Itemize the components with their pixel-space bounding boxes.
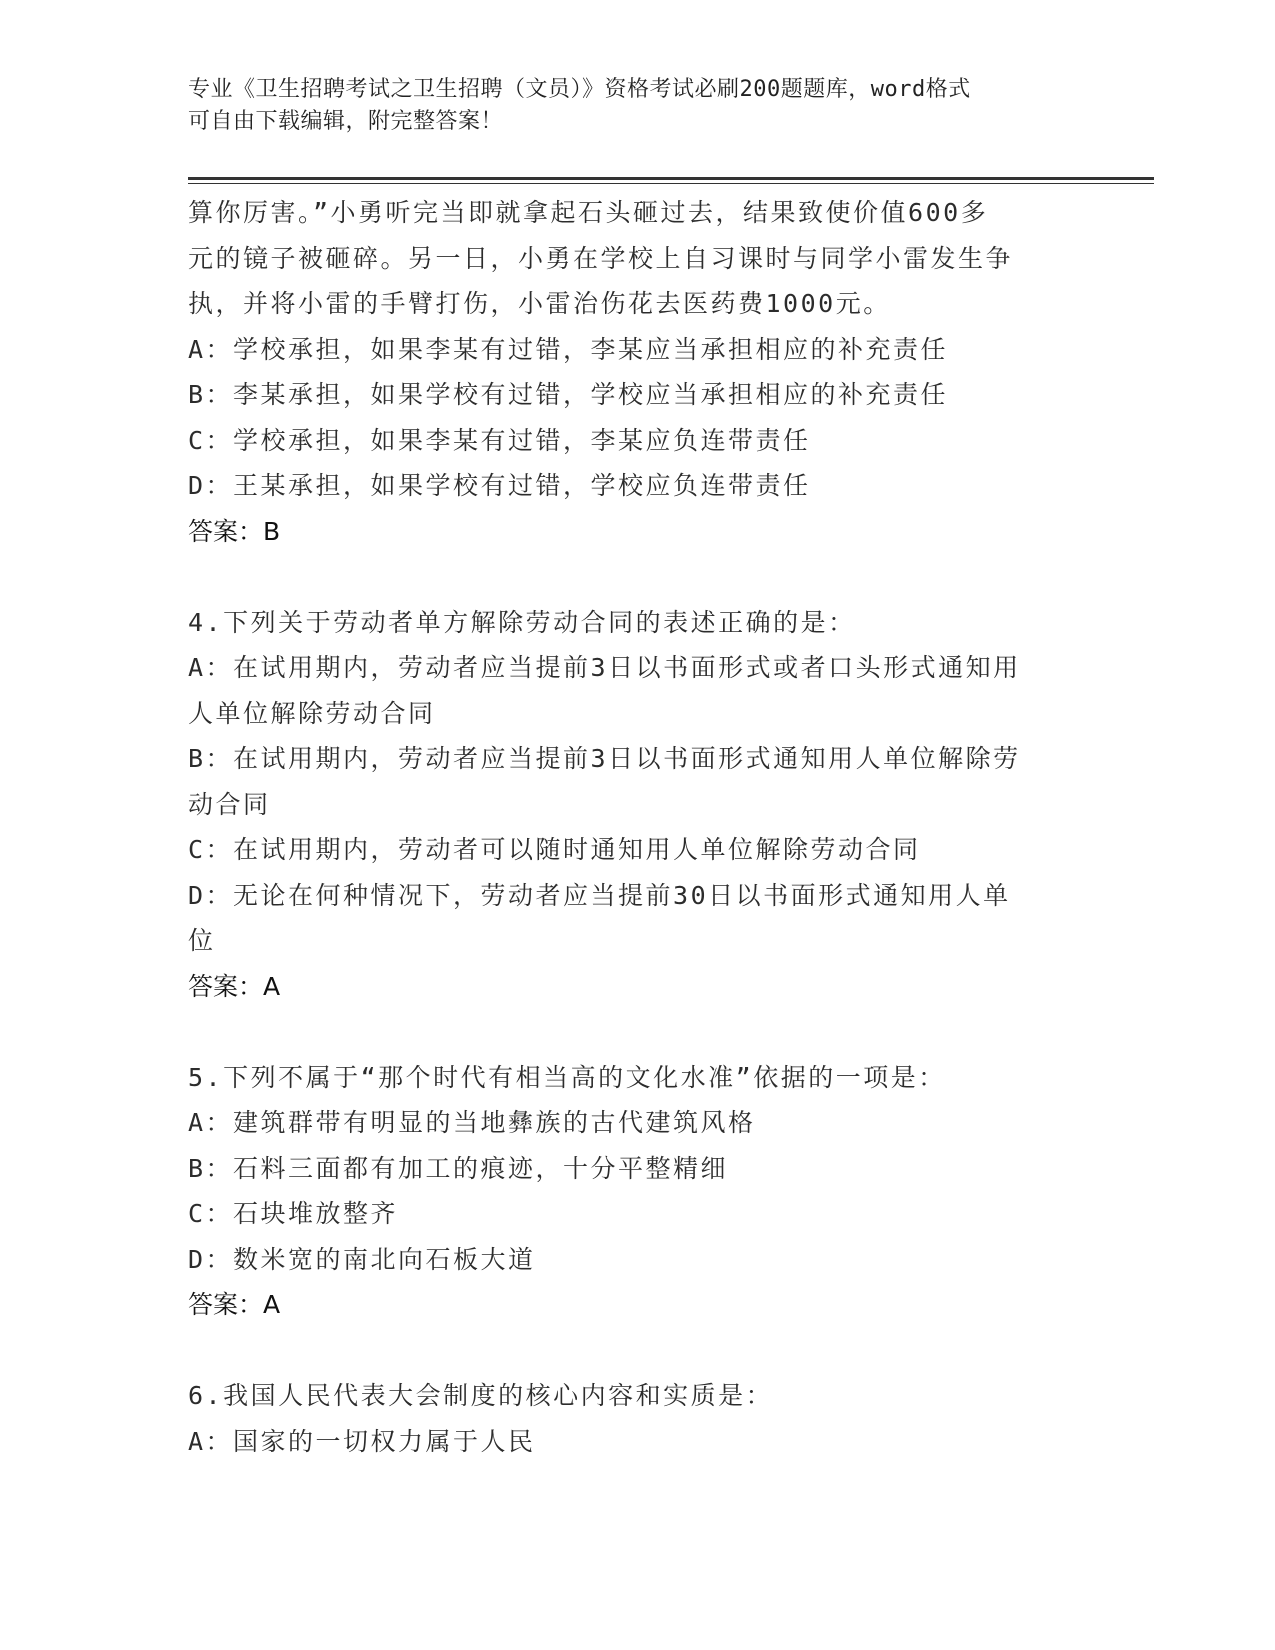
option-c: C：石块堆放整齐: [188, 1199, 399, 1228]
document-header: [188, 74, 1068, 138]
option-a: A：国家的一切权力属于人民: [188, 1426, 536, 1456]
option-b: B：石料三面都有加工的痕迹，十分平整精细: [188, 1153, 729, 1183]
option-c: C：学校承担，如果李某有过错，李某应负连带责任: [188, 425, 811, 455]
question-4: [188, 600, 1078, 1010]
document-body: [188, 190, 1078, 1464]
option-d: D：数米宽的南北向石板大道: [188, 1244, 536, 1274]
question-text-line: 算你厉害。”小勇听完当即就拿起石头砸过去，结果致使价值600多: [188, 198, 989, 227]
header-rule-thin: [188, 183, 1154, 184]
question-6: [188, 1373, 1078, 1464]
answer-label: 答案：A: [188, 971, 281, 1001]
question-3: [188, 190, 1078, 554]
header-line-2: 可自由下载编辑，附完整答案！: [188, 109, 504, 134]
answer-label: 答案：A: [188, 1290, 281, 1319]
answer-label: 答案：B: [188, 516, 281, 546]
question-title: 6.我国人民代表大会制度的核心内容和实质是：: [188, 1381, 774, 1410]
option-d: D：王某承担，如果学校有过错，学校应负连带责任: [188, 471, 811, 500]
option-a: A：在试用期内，劳动者应当提前3日以书面形式或者口头形式通知用: [188, 653, 1021, 682]
option-a: A：建筑群带有明显的当地彝族的古代建筑风格: [188, 1108, 756, 1137]
question-text-line: 元的镜子被砸碎。另一日，小勇在学校上自习课时与同学小雷发生争: [188, 243, 1014, 273]
option-a: A：学校承担，如果李某有过错，李某应当承担相应的补充责任: [188, 334, 949, 364]
option-d-continued: 位: [188, 926, 216, 955]
header-line-1: 专业《卫生招聘考试之卫生招聘（文员）》资格考试必刷200题题库，word格式: [188, 77, 971, 102]
spacer: [188, 1009, 1078, 1055]
question-5: [188, 1055, 1078, 1328]
spacer: [188, 554, 1078, 600]
question-text-line: 执，并将小雷的手臂打伤，小雷治伤花去医药费1000元。: [188, 289, 891, 318]
question-title: 4.下列关于劳动者单方解除劳动合同的表述正确的是：: [188, 607, 856, 637]
option-c: C：在试用期内，劳动者可以随时通知用人单位解除劳动合同: [188, 835, 921, 864]
option-b-continued: 动合同: [188, 789, 271, 819]
spacer: [188, 1328, 1078, 1374]
header-rule-thick: [188, 177, 1154, 180]
question-title: 5.下列不属于“那个时代有相当高的文化水准”依据的一项是：: [188, 1062, 946, 1092]
option-b: B：李某承担，如果学校有过错，学校应当承担相应的补充责任: [188, 380, 949, 409]
option-b: B：在试用期内，劳动者应当提前3日以书面形式通知用人单位解除劳: [188, 744, 1021, 773]
option-d: D：无论在何种情况下，劳动者应当提前30日以书面形式通知用人单: [188, 880, 1011, 910]
option-a-continued: 人单位解除劳动合同: [188, 698, 436, 728]
